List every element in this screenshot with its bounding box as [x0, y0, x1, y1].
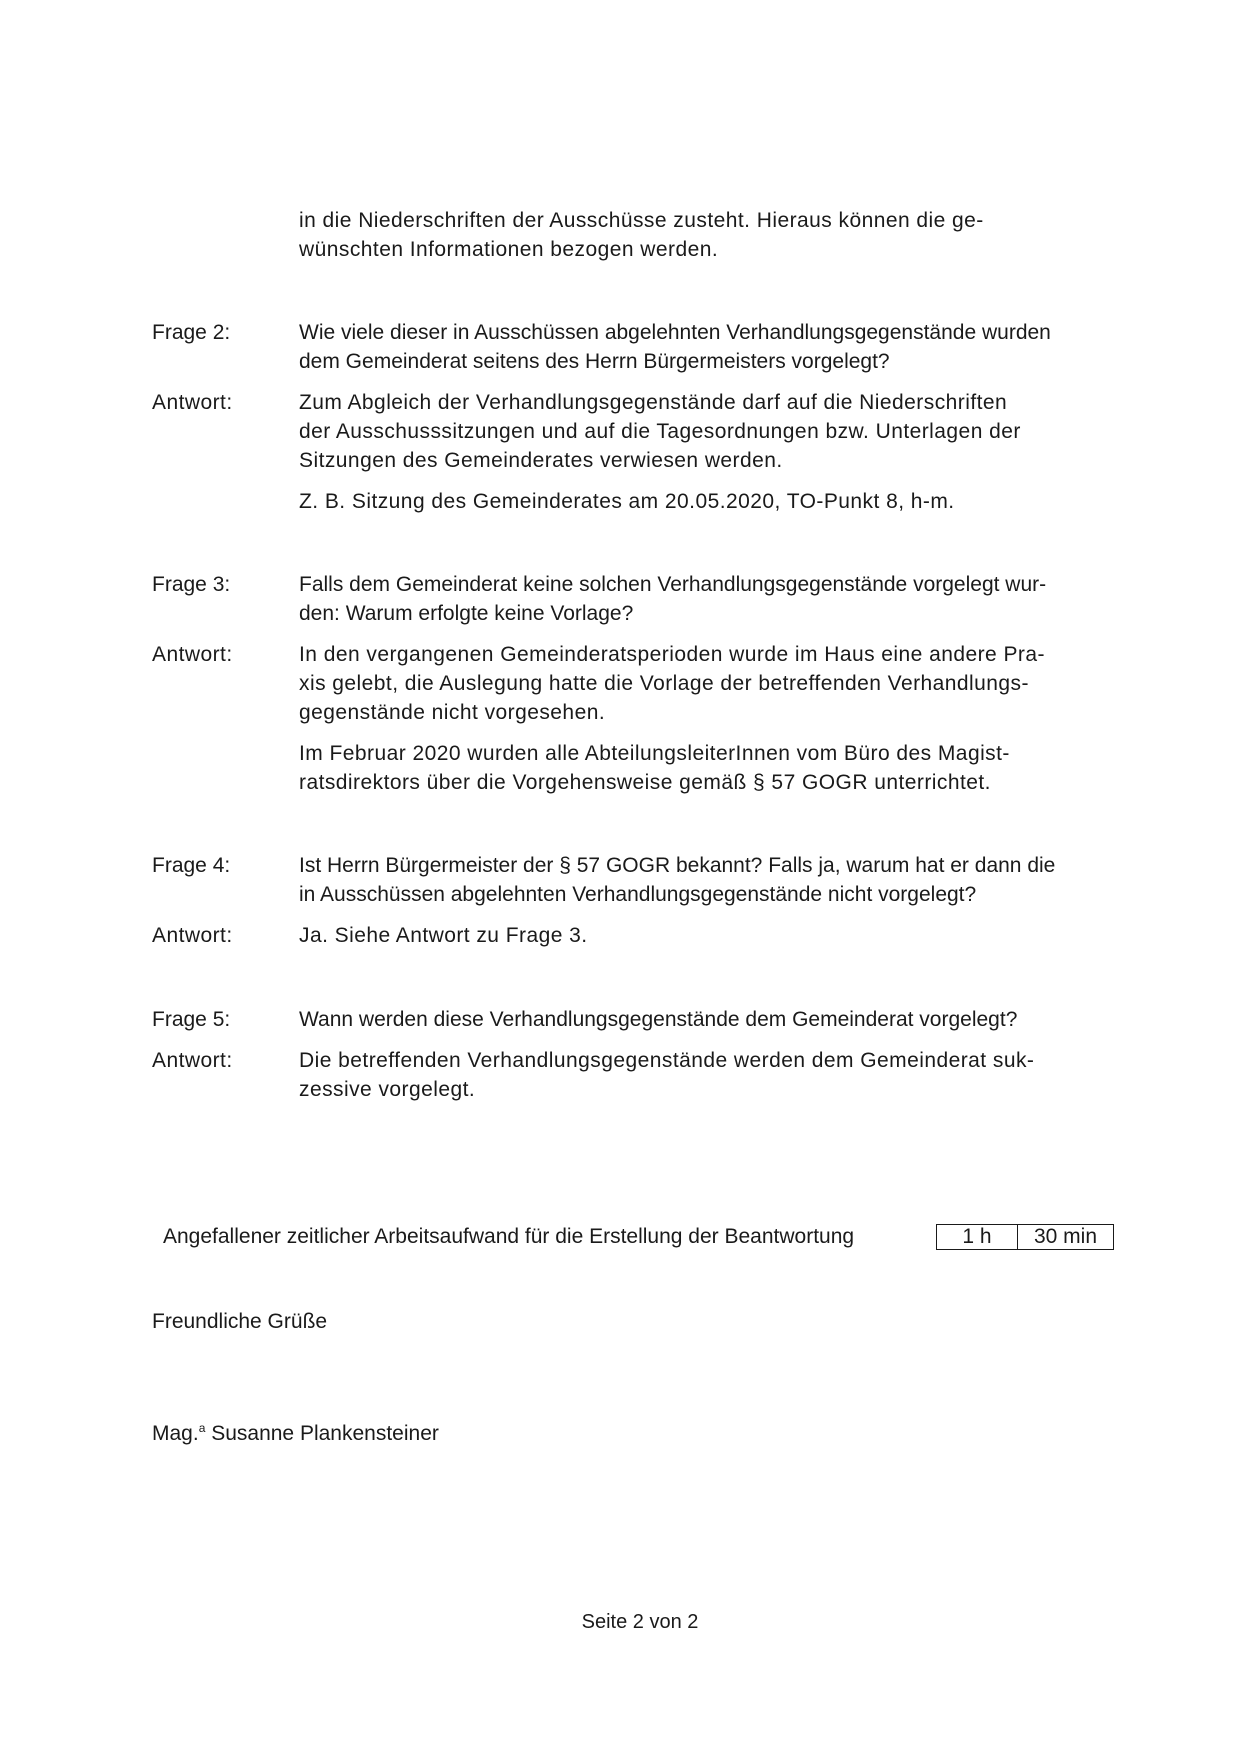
question-label: Frage 4:: [152, 854, 231, 877]
text-line: Im Februar 2020 wurden alle AbteilungsleiterInnen vom Büro des Magist-: [299, 742, 1010, 765]
text-line: in Ausschüssen abgelehnten Verhandlungsgegenstände nicht vorgelegt?: [299, 883, 977, 906]
effort-table: [936, 1224, 1114, 1250]
signer-title-superscript: a: [198, 1421, 206, 1435]
question-label: Frage 3:: [152, 573, 231, 596]
text-line: Wie viele dieser in Ausschüssen abgelehnten Verhandlungsgegenstände wurden: [299, 321, 1051, 344]
text-line: Zum Abgleich der Verhandlungsgegenstände darf auf die Niederschriften: [299, 391, 1008, 414]
text-line: der Ausschusssitzungen und auf die Tagesordnungen bzw. Unterlagen der: [299, 420, 1021, 443]
text-line: Ja. Siehe Antwort zu Frage 3.: [299, 924, 588, 947]
text-line: Sitzungen des Gemeinderates verwiesen werden.: [299, 449, 783, 472]
answer-label: Antwort:: [152, 1049, 233, 1072]
text-line: ratsdirektors über die Vorgehensweise gemäß § 57 GOGR unterrichtet.: [299, 771, 991, 794]
question-text: [299, 570, 1129, 628]
signer-fullname: Susanne Plankensteiner: [205, 1422, 439, 1445]
question-text: [299, 318, 1129, 376]
continuation-paragraph: [299, 206, 1129, 264]
question-label: Frage 5:: [152, 1008, 231, 1031]
question-label: Frage 2:: [152, 321, 231, 344]
answer-label: Antwort:: [152, 924, 233, 947]
question-text: [299, 1005, 1129, 1034]
text-line: In den vergangenen Gemeinderatsperioden wurde im Haus eine andere Pra-: [299, 643, 1045, 666]
text-line: Ist Herrn Bürgermeister der § 57 GOGR bekannt? Falls ja, warum hat er dann die: [299, 854, 1056, 877]
effort-minutes: 30 min: [1033, 1225, 1098, 1248]
answer-extra: [299, 739, 1129, 797]
text-line: Falls dem Gemeinderat keine solchen Verhandlungsgegenstände vorgelegt wur-: [299, 573, 1047, 596]
text-line: zessive vorgelegt.: [299, 1078, 476, 1101]
answer-label: Antwort:: [152, 643, 233, 666]
answer-extra: [299, 487, 1129, 516]
closing-greeting: Freundliche Grüße: [152, 1310, 328, 1333]
page-number: Seite 2 von 2: [581, 1611, 699, 1633]
signer-name: [152, 1419, 439, 1448]
text-line: den: Warum erfolgte keine Vorlage?: [299, 602, 634, 625]
text-line: Wann werden diese Verhandlungsgegenstände dem Gemeinderat vorgelegt?: [299, 1008, 1018, 1031]
answer-text: [299, 1046, 1129, 1104]
text-line: gegenstände nicht vorgesehen.: [299, 701, 606, 724]
signer-title: Mag.: [152, 1422, 199, 1445]
answer-text: [299, 388, 1129, 475]
text-line: dem Gemeinderat seitens des Herrn Bürgermeisters vorgelegt?: [299, 350, 890, 373]
text-line: in die Niederschriften der Ausschüsse zusteht. Hieraus können die ge-: [299, 209, 984, 232]
text-line: xis gelebt, die Auslegung hatte die Vorlage der betreffenden Verhandlungs-: [299, 672, 1029, 695]
text-line: Z. B. Sitzung des Gemeinderates am 20.05.2020, TO-Punkt 8, h-m.: [299, 490, 955, 513]
answer-text: [299, 640, 1129, 727]
text-line: wünschten Informationen bezogen werden.: [299, 238, 719, 261]
effort-label: Angefallener zeitlicher Arbeitsaufwand für die Erstellung der Beantwortung: [163, 1225, 855, 1248]
answer-text: [299, 921, 1129, 950]
effort-hours: 1 h: [937, 1225, 1018, 1249]
question-text: [299, 851, 1129, 909]
answer-label: Antwort:: [152, 391, 233, 414]
text-line: Die betreffenden Verhandlungsgegenstände werden dem Gemeinderat suk-: [299, 1049, 1035, 1072]
